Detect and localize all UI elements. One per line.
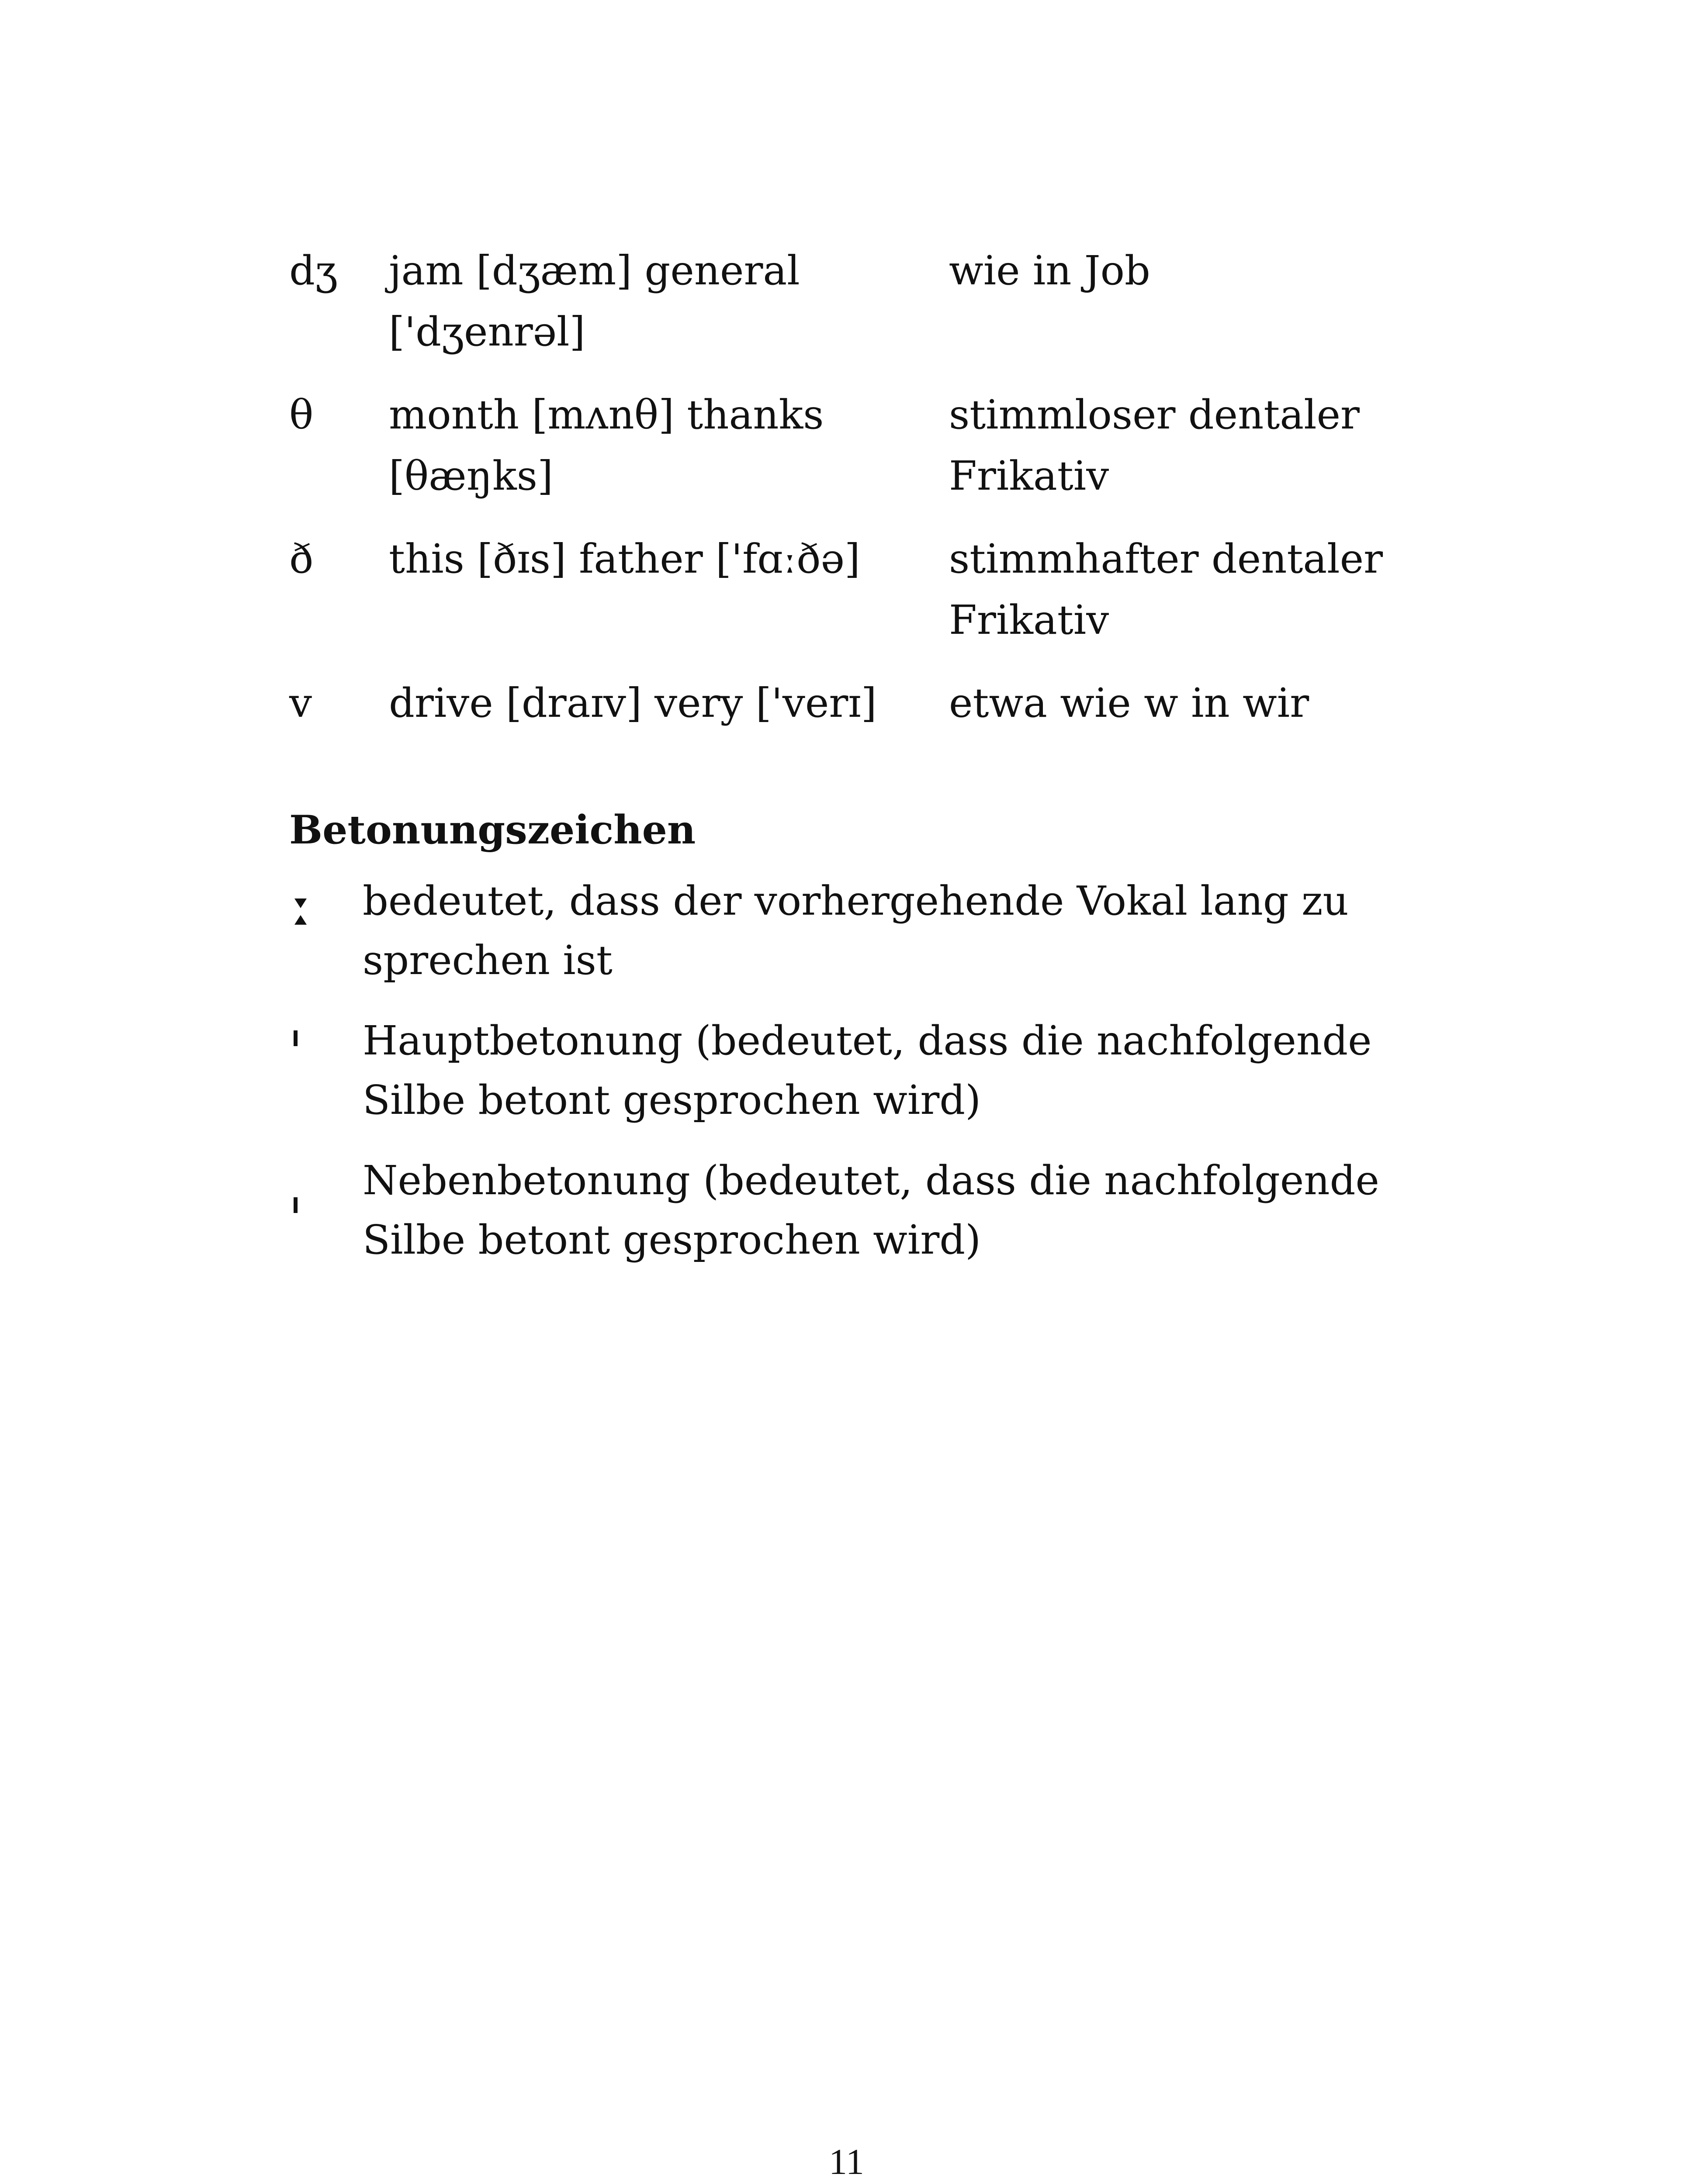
phoneme-symbol: θ — [289, 391, 314, 438]
secondary-stress-mark-icon — [289, 1151, 342, 1270]
list-item — [289, 1151, 1469, 1270]
page-number: 11 — [829, 2142, 864, 2182]
phoneme-symbol: dʒ — [289, 247, 338, 294]
phoneme-table — [289, 240, 1469, 756]
phoneme-description: wie in Job — [949, 247, 1150, 294]
phoneme-description: stimmhafter dentaler Frikativ — [949, 536, 1383, 643]
list-item — [289, 1011, 1469, 1130]
stress-item-text: Nebenbetonung (bedeutet, dass die nachfolgende Silbe betont gesprochen wird) — [363, 1157, 1379, 1263]
phoneme-symbol: ð — [289, 536, 314, 582]
stress-item-text: bedeutet, dass der vorhergehende Vokal lang zu sprechen ist — [363, 878, 1349, 984]
table-row — [289, 384, 1469, 529]
primary-stress-mark-icon — [289, 1011, 342, 1130]
phoneme-symbol: v — [289, 680, 312, 726]
phoneme-examples: this [ðɪs] father ['fɑːðə] — [389, 536, 860, 582]
phoneme-examples: drive [draɪv] very ['verɪ] — [389, 680, 877, 726]
section-heading: Betonungszeichen — [289, 807, 696, 853]
table-row — [289, 240, 1469, 384]
phoneme-description: stimmloser dentaler Frikativ — [949, 391, 1360, 499]
phoneme-examples: jam [dʒæm] general ['dʒenrəl] — [389, 247, 800, 355]
phoneme-description: etwa wie w in wir — [949, 680, 1309, 726]
table-row — [289, 673, 1469, 756]
stress-item-text: Hauptbetonung (bedeutet, dass die nachfolgende Silbe betont gesprochen wird) — [363, 1017, 1372, 1123]
list-item — [289, 871, 1469, 990]
stress-mark-list — [289, 871, 1469, 1291]
length-mark-icon — [289, 871, 342, 990]
phoneme-examples: month [mʌnθ] thanks [θæŋks] — [389, 391, 824, 499]
table-row — [289, 529, 1469, 673]
